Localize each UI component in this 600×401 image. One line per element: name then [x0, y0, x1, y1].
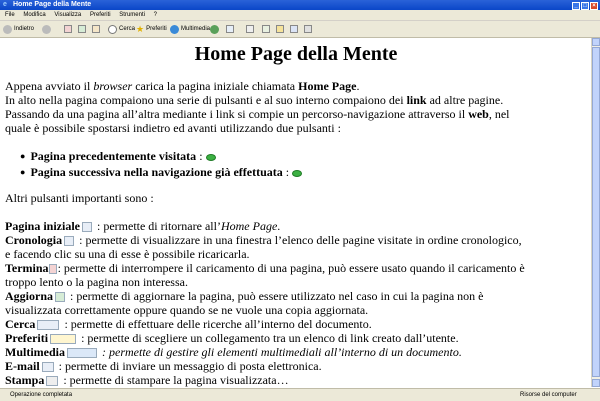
def-history: Cronologia : permette di visualizzare in una finestra l’elenco delle pagine visitate in ordine cronologico,	[5, 233, 522, 247]
back-green-icon	[206, 154, 216, 161]
back-arrow-icon	[3, 25, 12, 34]
def-home: Pagina iniziale : permette di ritornare all’Home Page.	[5, 219, 281, 233]
menu-strumenti[interactable]: Strumenti	[119, 12, 145, 18]
toolbar	[0, 21, 600, 38]
print-button[interactable]	[246, 24, 256, 34]
folder-button[interactable]	[276, 24, 286, 34]
scroll-up-button[interactable]	[592, 38, 600, 46]
menu-bar	[0, 10, 600, 21]
multimedia-icon	[170, 25, 179, 34]
search-button[interactable]	[108, 24, 135, 34]
star-icon: ★	[136, 24, 145, 34]
nav-buttons-list	[20, 149, 302, 179]
menu-preferiti[interactable]: Preferiti	[89, 12, 111, 18]
def-print: Stampa : permette di stampare la pagina visualizzata…	[5, 373, 289, 387]
print-icon	[246, 25, 254, 33]
ie-logo-icon: e	[3, 1, 7, 8]
menu-help[interactable]: ?	[153, 12, 157, 18]
search-icon	[37, 320, 59, 330]
status-text: Operazione completata	[10, 392, 73, 398]
mail-button[interactable]	[226, 24, 236, 34]
vertical-scrollbar[interactable]	[591, 38, 600, 387]
list-item: ● Pagina precedentemente visitata :	[20, 149, 302, 163]
zone-text: Risorse del computer	[520, 392, 577, 398]
scroll-down-button[interactable]	[592, 379, 600, 387]
history-button[interactable]	[210, 24, 221, 34]
multimedia-button[interactable]	[170, 24, 210, 34]
intro-paragraph-4: quale è possibile spostarsi indietro ed avanti utilizzando due pulsanti :	[5, 121, 341, 135]
def-search: Cerca : permette di effettuare delle ricerche all’interno del documento.	[5, 317, 372, 331]
refresh-button[interactable]	[78, 24, 88, 34]
status-bar	[0, 388, 600, 401]
stop-icon	[49, 264, 57, 274]
menu-visualizza[interactable]: Visualizza	[54, 12, 82, 18]
def-favorites: Preferiti : permette di scegliere un collegamento tra un elenco di link creato dall’utente.	[5, 331, 459, 345]
refresh-icon	[55, 292, 65, 302]
print-icon	[46, 376, 58, 386]
close-button[interactable]: ×	[590, 2, 598, 10]
history-icon	[64, 236, 74, 246]
maximize-button[interactable]: □	[581, 2, 589, 10]
intro-paragraph-2: In alto nella pagina compaiono una serie di pulsanti e al suo interno compaiono dei link ad altre pagine.	[5, 93, 504, 107]
forward-green-icon	[292, 170, 302, 177]
mail-icon	[42, 362, 54, 372]
messenger-icon	[304, 25, 312, 33]
scroll-thumb[interactable]	[592, 47, 600, 377]
others-heading: Altri pulsanti importanti sono :	[5, 191, 154, 205]
def-refresh-cont: visualizzata correttamente oppure quando se ne vuole una copia aggiornata.	[5, 303, 369, 317]
messenger-button[interactable]	[304, 24, 314, 34]
home-icon	[92, 25, 100, 33]
multimedia-icon	[67, 348, 97, 358]
discuss-icon	[290, 25, 298, 33]
page-title: Home Page della Mente	[194, 43, 398, 65]
forward-arrow-icon	[42, 25, 51, 34]
multimedia-label: Multimedia	[181, 26, 211, 32]
edit-icon	[262, 25, 270, 33]
stop-icon	[64, 25, 72, 33]
star-icon	[50, 334, 76, 344]
back-label: Indietro	[14, 26, 35, 32]
window-title: Home Page della Mente	[13, 1, 92, 8]
search-icon	[108, 25, 117, 34]
home-icon	[82, 222, 92, 232]
def-history-cont: e facendo clic su una di esse è possibile ricaricarla.	[5, 247, 250, 261]
edit-button[interactable]	[262, 24, 272, 34]
def-multimedia: Multimedia : permette di gestire gli elementi multimediali all’interno di un documento.	[5, 345, 462, 359]
def-refresh: Aggiorna : permette di aggiornare la pagina, può essere utilizzato nel caso in cui la pagina non è	[5, 289, 484, 303]
intro-paragraph-3: Passando da una pagina all’altra mediante i link si compie un percorso-navigazione attraverso il web, nel	[5, 107, 510, 121]
stop-button[interactable]	[64, 24, 74, 34]
list-item: ● Pagina successiva nella navigazione già effettuata :	[20, 165, 302, 179]
forward-button[interactable]	[42, 24, 53, 34]
favorites-label: Preferiti	[146, 26, 167, 32]
discuss-button[interactable]	[290, 24, 300, 34]
history-icon	[210, 25, 219, 34]
mail-icon	[226, 25, 234, 33]
home-button[interactable]	[92, 24, 102, 34]
def-mail: E-mail : permette di inviare un messaggio di posta elettronica.	[5, 359, 322, 373]
page-content	[0, 38, 592, 387]
favorites-button[interactable]	[136, 24, 167, 34]
def-stop-cont: troppo lento o la pagina non interessa.	[5, 275, 188, 289]
def-stop: Termina : permette di interrompere il caricamento di una pagina, può essere usato quando il caricamento è	[5, 261, 525, 275]
search-label: Cerca	[119, 26, 136, 32]
menu-file[interactable]: File	[5, 12, 15, 18]
back-button[interactable]	[3, 24, 34, 34]
refresh-icon	[78, 25, 86, 33]
minimize-button[interactable]: _	[572, 2, 580, 10]
window-titlebar	[0, 0, 600, 10]
menu-modifica[interactable]: Modifica	[23, 12, 46, 18]
folder-icon	[276, 25, 284, 33]
intro-paragraph-1: Appena avviato il browser carica la pagina iniziale chiamata Home Page.	[5, 79, 360, 93]
